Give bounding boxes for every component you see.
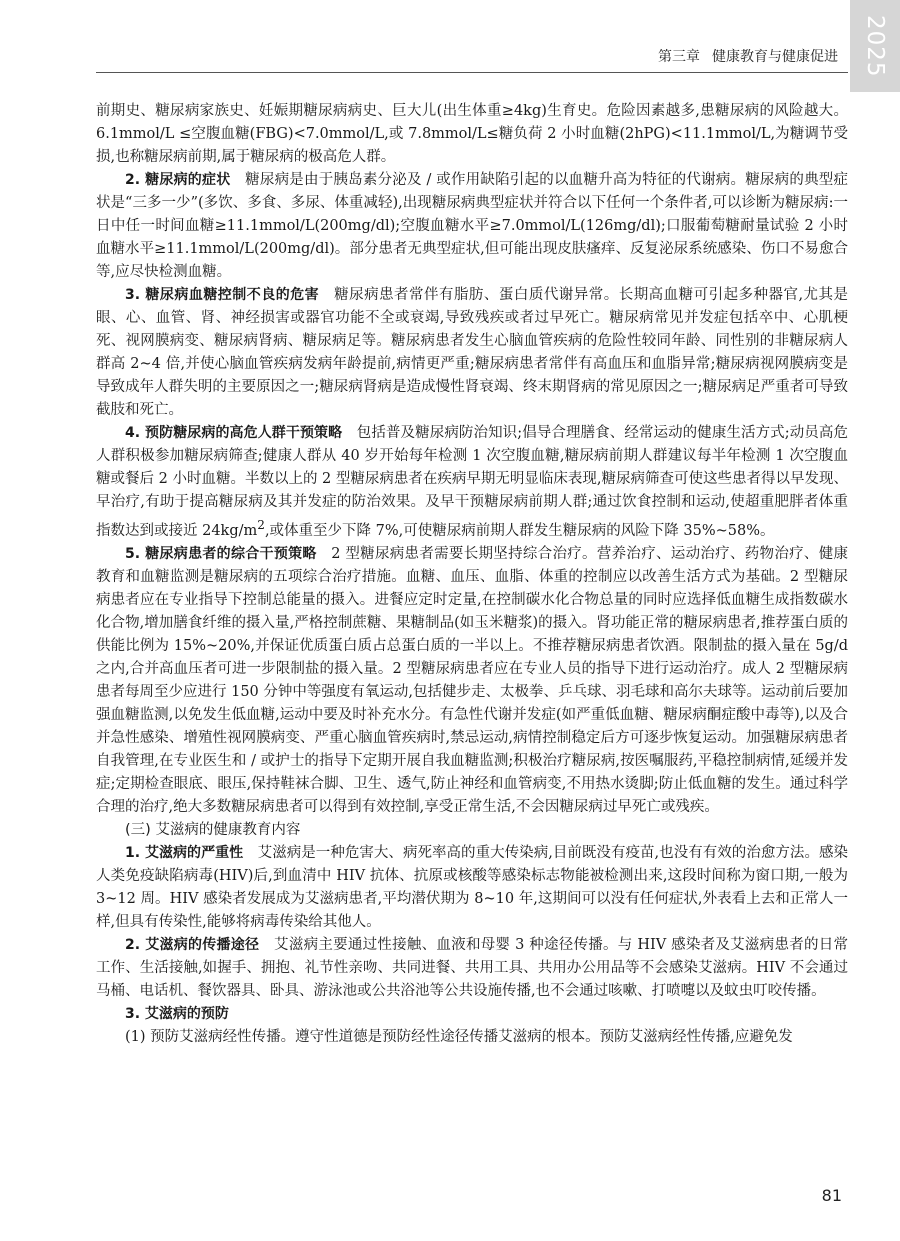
heading-glucose-control-harm: 3. 糖尿病血糖控制不良的危害 [125,287,320,303]
page-number: 81 [821,1186,842,1205]
text-aids-transmission: 艾滋病主要通过性接触、血液和母婴 3 种途径传播。与 HIV 感染者及艾滋病患者的日常工作、生活接触,如握手、拥抱、礼节性亲吻、共同进餐、共用工具、共用办公用品等不会感染艾滋病。HIV 不会通过马桶、电话机、餐饮器具、卧具、游泳池或公共浴池等公共设施传播,也不会通过咳嗽、打喷嚏以及蚊虫叮咬传播。 [96,936,848,999]
superscript-2: 2 [257,518,265,532]
heading-diabetes-symptoms: 2. 糖尿病的症状 [125,172,231,188]
paragraph-diabetes-symptoms [96,169,848,284]
text-high-risk-strategy-a: 包括普及糖尿病防治知识;倡导合理膳食、经常运动的健康生活方式;动员高危人群积极参加糖尿病筛查;健康人群从 40 岁开始每年检测 1 次空腹血糖,糖尿病前期人群建议每半年检测 1 次空腹血糖或餐后 2 小时血糖。半数以上的 2 型糖尿病患者在疾病早期无明显临床表现,糖尿病筛查可使这些患者得以早发现、早治疗,有助于提高糖尿病及其并发症的防治效果。及早干预糖尿病前期人群;通过饮食控制和运动,使超重肥胖者体重指数达到或接近 24kg/m [96,425,848,539]
heading-aids-severity: 1. 艾滋病的严重性 [125,844,244,861]
chapter-title: 健康教育与健康促进 [712,49,838,65]
heading-comprehensive-intervention: 5. 糖尿病患者的综合干预策略 [125,545,317,562]
paragraph-continued: 前期史、糖尿病家族史、妊娠期糖尿病病史、巨大儿(出生体重≥4kg)生育史。危险因素越多,患糖尿病的风险越大。6.1mmol/L ≤空腹血糖(FBG)<7.0mmol/L,或 7.8mmol/L≤糖负荷 2 小时血糖(2hPG)<11.1mmol/L,为糖调节受损,也称糖尿病前期,属于糖尿病的极高危人群。 [96,103,848,165]
text-high-risk-strategy-b: ,或体重至少下降 7%,可使糖尿病前期人群发生糖尿病的风险下降 35%~58%。 [264,522,775,539]
paragraph-high-risk-strategy [96,422,848,543]
year-tab-text: 2025 [862,14,888,78]
running-head [658,46,838,66]
chapter-number: 第三章 [658,49,700,65]
heading-high-risk-strategy: 4. 预防糖尿病的高危人群干预策略 [125,425,343,441]
page-body [96,100,848,1049]
heading-aids-transmission: 2. 艾滋病的传播途径 [125,936,260,953]
section-heading-aids: (三) 艾滋病的健康教育内容 [125,821,301,838]
text-diabetes-symptoms: 糖尿病是由于胰岛素分泌及 / 或作用缺陷引起的以血糖升高为特征的代谢病。糖尿病的典型症状是“三多一少”(多饮、多食、多尿、体重减轻),出现糖尿病典型症状并符合以下任何一个条件者,可以诊断为糖尿病:一日中任一时间血糖≥11.1mmol/L(200mg/dl);空腹血糖水平≥7.0mmol/L(126mg/dl);口服葡萄糖耐量试验 2 小时血糖水平≥11.1mmol/L(200mg/dl)。部分患者无典型症状,但可能出现皮肤瘙痒、反复泌尿系统感染、伤口不易愈合等,应尽快检测血糖。 [96,172,848,280]
paragraph-aids-transmission [96,934,848,1003]
paragraph-aids-prevention-heading [96,1003,848,1026]
paragraph-comprehensive-intervention [96,543,848,819]
year-tab [850,0,900,92]
text-comprehensive-intervention: 2 型糖尿病患者需要长期坚持综合治疗。营养治疗、运动治疗、药物治疗、健康教育和血糖监测是糖尿病的五项综合治疗措施。血糖、血压、血脂、体重的控制应以改善生活方式为基础。2 型糖尿病患者应在专业指导下控制总能量的摄入。进餐应定时定量,在控制碳水化合物总量的同时应选择低血糖生成指数碳水化合物,增加膳食纤维的摄入量,严格控制蔗糖、果糖制品(如玉米糖浆)的摄入。肾功能正常的糖尿病患者,推荐蛋白质的供能比例为 15%~20%,并保证优质蛋白质占总蛋白质的一半以上。不推荐糖尿病患者饮酒。限制盐的摄入量在 5g/d 之内,合并高血压者可进一步限制盐的摄入量。2 型糖尿病患者应在专业人员的指导下进行运动治疗。成人 2 型糖尿病患者每周至少应进行 150 分钟中等强度有氧运动,包括健步走、太极拳、乒乓球、羽毛球和高尔夫球等。运动前后要加强血糖监测,以免发生低血糖,运动中要及时补充水分。有急性代谢并发症(如严重低血糖、糖尿病酮症酸中毒等),以及合并急性感染、增殖性视网膜病变、严重心脑血管疾病时,禁忌运动,病情控制稳定后方可逐步恢复运动。加强糖尿病患者自我管理,在专业医生和 / 或护士的指导下定期开展自我血糖监测;积极治疗糖尿病,按医嘱服药,平稳控制病情,延缓并发症;定期检查眼底、眼压,保持鞋袜合脚、卫生、透气,防止神经和血管病变,不用热水烫脚;防止低血糖的发生。通过科学合理的治疗,绝大多数糖尿病患者可以得到有效控制,享受正常生活,不会因糖尿病过早死亡或残疾。 [96,545,848,815]
paragraph-glucose-control-harm [96,284,848,422]
heading-aids-prevention: 3. 艾滋病的预防 [125,1005,229,1022]
paragraph-aids-severity [96,842,848,934]
text-aids-severity: 艾滋病是一种危害大、病死率高的重大传染病,目前既没有疫苗,也没有有效的治愈方法。感染人类免疫缺陷病毒(HIV)后,到血清中 HIV 抗体、抗原或核酸等感染标志物能被检测出来,这段时间称为窗口期,一般为 3~12 周。HIV 感染者发展成为艾滋病患者,平均潜伏期为 8~10 年,这期间可以没有任何症状,外表看上去和正常人一样,但具有传染性,能够将病毒传染给其他人。 [96,844,848,930]
text-glucose-control-harm: 糖尿病患者常伴有脂肪、蛋白质代谢异常。长期高血糖可引起多种器官,尤其是眼、心、血管、肾、神经损害或器官功能不全或衰竭,导致残疾或者过早死亡。糖尿病常见并发症包括卒中、心肌梗死、视网膜病变、糖尿病肾病、糖尿病足等。糖尿病患者发生心脑血管疾病的危险性较同年龄、同性别的非糖尿病人群高 2~4 倍,并使心脑血管疾病发病年龄提前,病情更严重;糖尿病患者常伴有高血压和血脂异常;糖尿病视网膜病变是导致成年人群失明的主要原因之一;糖尿病肾病是造成慢性肾衰竭、终末期肾病的常见原因之一;糖尿病足严重者可导致截肢和死亡。 [96,287,848,418]
paragraph-aids-sexual-prevention: (1) 预防艾滋病经性传播。遵守性道德是预防经性途径传播艾滋病的根本。预防艾滋病经性传播,应避免发 [125,1028,793,1045]
header-rule [96,72,848,73]
